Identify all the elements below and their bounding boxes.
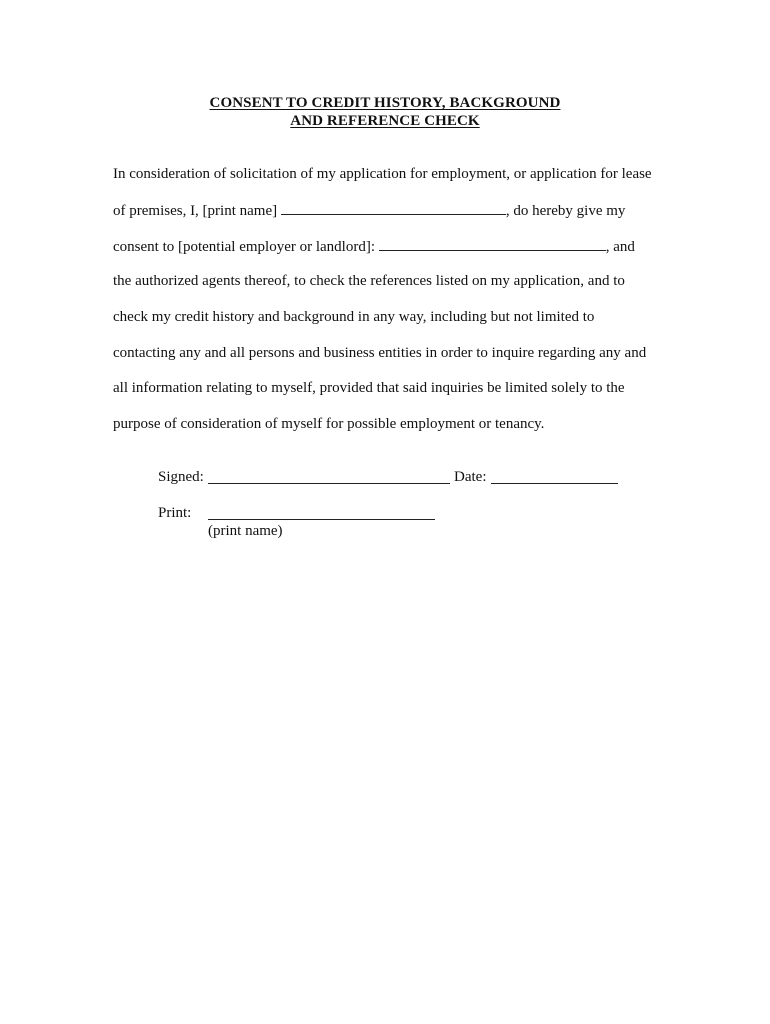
- date-label: Date:: [454, 469, 487, 485]
- body-line-3-after: , and: [605, 239, 635, 255]
- date-field[interactable]: [491, 483, 618, 484]
- body-line-2-before: of premises, I, [print name]: [113, 203, 278, 219]
- body-line-3: [113, 237, 635, 256]
- signature-field[interactable]: [208, 483, 450, 484]
- employer-landlord-field[interactable]: [379, 237, 606, 251]
- body-line-8: purpose of consideration of myself for possible employment or tenancy.: [113, 416, 545, 432]
- body-line-1: In consideration of solicitation of my application for employment, or application for lease: [113, 166, 652, 182]
- print-name-signature-field[interactable]: [208, 519, 435, 520]
- body-line-2: [113, 201, 625, 220]
- print-name-hint: (print name): [208, 523, 283, 539]
- document-title-line1: CONSENT TO CREDIT HISTORY, BACKGROUND: [209, 95, 561, 111]
- print-name-field[interactable]: [281, 201, 506, 215]
- body-line-4: the authorized agents thereof, to check the references listed on my application, and to: [113, 273, 625, 289]
- body-line-5: check my credit history and background in any way, including but not limited to: [113, 309, 595, 325]
- body-line-7: all information relating to myself, provided that said inquiries be limited solely to the: [113, 380, 625, 396]
- body-line-3-before: consent to [potential employer or landlord]:: [113, 239, 376, 255]
- signed-label: Signed:: [158, 469, 204, 485]
- body-line-6: contacting any and all persons and business entities in order to inquire regarding any and: [113, 345, 647, 361]
- print-label: Print:: [158, 505, 192, 521]
- body-line-2-after: , do hereby give my: [505, 203, 626, 219]
- document-title-line2: AND REFERENCE CHECK: [290, 113, 480, 129]
